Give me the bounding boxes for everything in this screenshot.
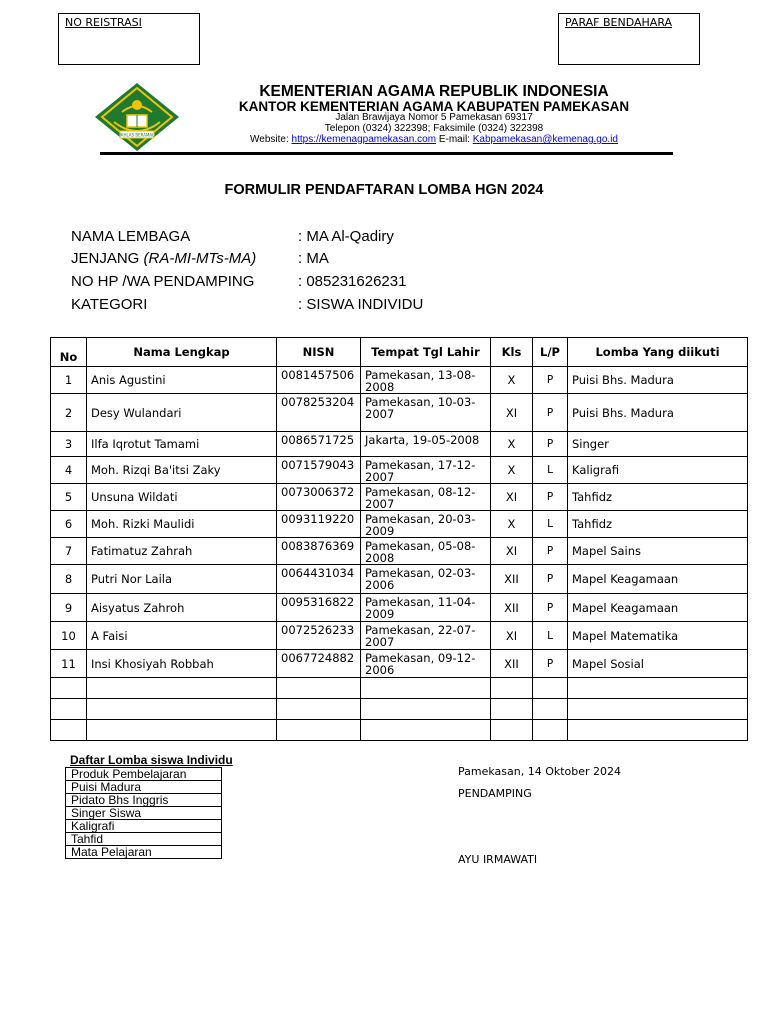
row-nisn: 0073006372: [277, 484, 361, 511]
list-item: [66, 794, 222, 807]
email-link[interactable]: Kabpamekasan@kemenag.go.id: [472, 134, 618, 145]
empty-cell: [568, 699, 748, 720]
empty-cell: [51, 699, 87, 720]
empty-cell: [533, 720, 568, 741]
row-gender: P: [533, 432, 568, 457]
row-name: Insi Khosiyah Robbah: [87, 650, 277, 678]
signature-place-date: Pamekasan, 14 Oktober 2024: [458, 765, 622, 778]
row-competition: Mapel Sosial: [568, 650, 748, 678]
empty-cell: [361, 678, 491, 699]
kemenag-logo: [94, 82, 180, 152]
row-class: XII: [491, 650, 533, 678]
table-row: [51, 511, 748, 538]
empty-table-row: [51, 720, 748, 741]
level-label-text: JENJANG: [71, 250, 140, 267]
website-link[interactable]: https://kemenagpamekasan.com: [291, 134, 437, 145]
competition-list: [65, 767, 222, 859]
email-label: E-mail:: [438, 134, 470, 145]
empty-cell: [361, 699, 491, 720]
signature-role: PENDAMPING: [458, 787, 532, 800]
row-competition: Singer: [568, 432, 748, 457]
website-label: Website:: [250, 134, 289, 145]
row-no: 9: [51, 594, 87, 622]
empty-table-row: [51, 699, 748, 720]
list-item-label: Tahfid: [66, 833, 222, 846]
row-gender: P: [533, 367, 568, 394]
empty-cell: [568, 720, 748, 741]
row-gender: P: [533, 565, 568, 594]
table-row: [51, 622, 748, 650]
row-birth: Pamekasan, 22-07-2007: [361, 622, 491, 650]
list-item-label: Singer Siswa: [66, 807, 222, 820]
ministry-name: KEMENTERIAN AGAMA REPUBLIK INDONESIA: [259, 83, 609, 100]
row-gender: L: [533, 511, 568, 538]
institution-value: : MA Al-Qadiry: [298, 228, 394, 245]
row-name: Anis Agustini: [87, 367, 277, 394]
logo-motto: IKHLAS BERAMAL: [119, 132, 155, 138]
list-item: [66, 768, 222, 781]
row-no: 7: [51, 538, 87, 565]
level-label: [71, 250, 256, 267]
row-nisn: 0095316822: [277, 594, 361, 622]
list-item-label: Pidato Bhs Inggris: [66, 794, 222, 807]
list-item: [66, 781, 222, 794]
form-title: FORMULIR PENDAFTARAN LOMBA HGN 2024: [224, 182, 544, 198]
empty-cell: [361, 720, 491, 741]
table-row: [51, 565, 748, 594]
row-no: 11: [51, 650, 87, 678]
row-competition: Tahfidz: [568, 484, 748, 511]
row-nisn: 0086571725: [277, 432, 361, 457]
list-item: [66, 846, 222, 859]
empty-cell: [277, 699, 361, 720]
row-gender: L: [533, 622, 568, 650]
row-name: Fatimatuz Zahrah: [87, 538, 277, 565]
empty-cell: [533, 678, 568, 699]
empty-cell: [533, 699, 568, 720]
empty-cell: [51, 720, 87, 741]
empty-cell: [87, 720, 277, 741]
list-item: [66, 807, 222, 820]
registration-number-label: NO REISTRASI: [65, 16, 142, 29]
row-birth: Pamekasan, 11-04-2009: [361, 594, 491, 622]
row-nisn: 0081457506: [277, 367, 361, 394]
category-value: : SISWA INDIVIDU: [298, 296, 424, 313]
row-competition: Puisi Bhs. Madura: [568, 367, 748, 394]
row-no: 8: [51, 565, 87, 594]
treasurer-signature-box: [558, 13, 700, 65]
office-phone: Telepon (0324) 322398; Faksimile (0324) 322398: [324, 123, 544, 134]
row-birth: Pamekasan, 08-12-2007: [361, 484, 491, 511]
row-nisn: 0067724882: [277, 650, 361, 678]
row-no: 4: [51, 457, 87, 484]
table-header-row: [51, 338, 748, 367]
row-class: XII: [491, 565, 533, 594]
row-nisn: 0064431034: [277, 565, 361, 594]
category-label: KATEGORI: [71, 296, 148, 313]
phone-label: NO HP /WA PENDAMPING: [71, 273, 255, 290]
row-name: Desy Wulandari: [87, 394, 277, 432]
row-name: Ilfa Iqrotut Tamami: [87, 432, 277, 457]
table-row: [51, 650, 748, 678]
row-nisn: 0072526233: [277, 622, 361, 650]
row-no: 5: [51, 484, 87, 511]
row-gender: P: [533, 538, 568, 565]
row-class: XI: [491, 538, 533, 565]
row-competition: Tahfidz: [568, 511, 748, 538]
row-class: X: [491, 457, 533, 484]
row-name: Moh. Rizqi Ba'itsi Zaky: [87, 457, 277, 484]
list-item: [66, 820, 222, 833]
list-item-label: Puisi Madura: [66, 781, 222, 794]
table-row: [51, 594, 748, 622]
row-gender: P: [533, 650, 568, 678]
empty-cell: [491, 699, 533, 720]
row-competition: Mapel Matematika: [568, 622, 748, 650]
row-birth: Pamekasan, 05-08-2008: [361, 538, 491, 565]
office-name: KANTOR KEMENTERIAN AGAMA KABUPATEN PAMEKASAN: [238, 99, 630, 114]
row-class: XI: [491, 394, 533, 432]
row-gender: L: [533, 457, 568, 484]
empty-cell: [87, 678, 277, 699]
row-no: 6: [51, 511, 87, 538]
row-birth: Jakarta, 19-05-2008: [361, 432, 491, 457]
empty-table-row: [51, 678, 748, 699]
empty-cell: [277, 720, 361, 741]
row-class: X: [491, 511, 533, 538]
office-contact: [200, 134, 668, 145]
row-no: 10: [51, 622, 87, 650]
row-competition: Mapel Keagamaan: [568, 594, 748, 622]
row-nisn: 0093119220: [277, 511, 361, 538]
row-class: XI: [491, 484, 533, 511]
empty-cell: [568, 678, 748, 699]
row-no: 2: [51, 394, 87, 432]
row-name: Moh. Rizki Maulidi: [87, 511, 277, 538]
row-name: Putri Nor Laila: [87, 565, 277, 594]
row-no: 3: [51, 432, 87, 457]
row-competition: Mapel Keagamaan: [568, 565, 748, 594]
institution-label: NAMA LEMBAGA: [71, 228, 191, 245]
row-nisn: 0083876369: [277, 538, 361, 565]
level-value: : MA: [298, 250, 329, 267]
header-class: Kls: [491, 338, 533, 367]
list-item-label: Produk Pembelajaran: [66, 768, 222, 781]
row-gender: P: [533, 594, 568, 622]
row-birth: Pamekasan, 09-12-2006: [361, 650, 491, 678]
registration-table: [50, 337, 748, 741]
header-birth: Tempat Tgl Lahir: [361, 338, 491, 367]
row-gender: P: [533, 394, 568, 432]
table-row: [51, 538, 748, 565]
row-name: Unsuna Wildati: [87, 484, 277, 511]
table-row: [51, 457, 748, 484]
table-row: [51, 367, 748, 394]
header-name: Nama Lengkap: [87, 338, 277, 367]
phone-value: : 085231626231: [298, 273, 407, 290]
row-birth: Pamekasan, 02-03-2006: [361, 565, 491, 594]
treasurer-signature-label: PARAF BENDAHARA: [565, 16, 673, 29]
row-birth: Pamekasan, 20-03-2009: [361, 511, 491, 538]
registration-number-box: [58, 13, 200, 65]
empty-cell: [491, 678, 533, 699]
header-competition: Lomba Yang diikuti: [568, 338, 748, 367]
row-no: 1: [51, 367, 87, 394]
empty-cell: [491, 720, 533, 741]
letterhead-divider: [100, 152, 673, 155]
row-birth: Pamekasan, 10-03-2007: [361, 394, 491, 432]
row-name: Aisyatus Zahroh: [87, 594, 277, 622]
row-birth: Pamekasan, 17-12-2007: [361, 457, 491, 484]
table-row: [51, 432, 748, 457]
office-address: Jalan Brawijaya Nomor 5 Pamekasan 69317: [335, 112, 533, 123]
row-gender: P: [533, 484, 568, 511]
row-nisn: 0078253204: [277, 394, 361, 432]
row-class: XI: [491, 622, 533, 650]
row-nisn: 0071579043: [277, 457, 361, 484]
row-class: X: [491, 367, 533, 394]
header-nisn: NISN: [277, 338, 361, 367]
signature-name: AYU IRMAWATI: [458, 853, 538, 866]
row-birth: Pamekasan, 13-08-2008: [361, 367, 491, 394]
header-no: No: [51, 338, 87, 367]
list-item-label: Kaligrafi: [66, 820, 222, 833]
row-name: A Faisi: [87, 622, 277, 650]
list-item: [66, 833, 222, 846]
list-item-label: Mata Pelajaran: [66, 846, 222, 859]
level-hint: (RA-MI-MTs-MA): [143, 250, 257, 267]
empty-cell: [277, 678, 361, 699]
row-competition: Mapel Sains: [568, 538, 748, 565]
empty-cell: [51, 678, 87, 699]
row-competition: Kaligrafi: [568, 457, 748, 484]
table-row: [51, 394, 748, 432]
row-competition: Puisi Bhs. Madura: [568, 394, 748, 432]
header-gender: L/P: [533, 338, 568, 367]
table-row: [51, 484, 748, 511]
empty-cell: [87, 699, 277, 720]
row-class: X: [491, 432, 533, 457]
competition-list-title: Daftar Lomba siswa Individu: [70, 753, 233, 767]
row-class: XII: [491, 594, 533, 622]
